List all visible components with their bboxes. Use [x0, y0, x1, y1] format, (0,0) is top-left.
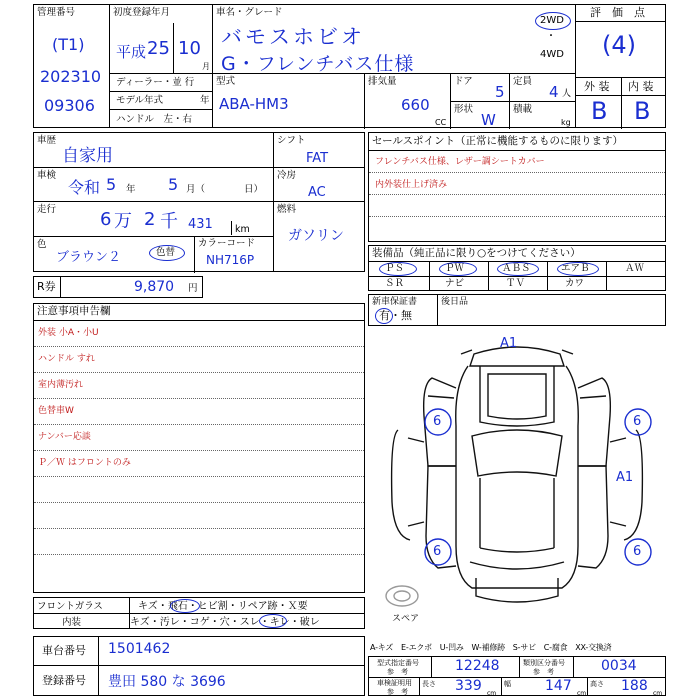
- type-cert-ref-label: 参 考: [387, 668, 408, 676]
- damage-legend: A-キズ E-エクボ U-凹み W-補修跡 S-サビ C-腐食 XX-交換済: [370, 643, 612, 652]
- sales-line-2: 内外装仕上げ済み: [375, 180, 448, 190]
- equip-pw: ＰＷ: [445, 263, 465, 274]
- month-unit: 月: [202, 62, 210, 71]
- notes-title: 注意事項申告欄: [37, 305, 111, 317]
- spare-label: スペア: [392, 614, 420, 624]
- front-glass-label: フロントガラス: [37, 601, 103, 612]
- sen-unit: 千: [160, 211, 178, 232]
- front-glass-items: キズ・飛石・ヒビ割・リペア跡・Ｘ要: [138, 601, 308, 612]
- first-reg-label: 初度登録年月: [113, 7, 171, 18]
- plate: 豊田 580 な 3696: [108, 674, 226, 690]
- recycle: 9,870: [134, 279, 175, 295]
- length: 339: [455, 678, 482, 694]
- shift-box: [273, 132, 365, 272]
- width: 147: [545, 678, 572, 694]
- model: ABA-HM3: [219, 95, 289, 113]
- equip-ps: ＰＳ: [385, 263, 405, 274]
- color-code: NH716P: [206, 253, 255, 267]
- equipment-title: 装備品（純正品に限り○をつけてください）: [372, 247, 581, 259]
- doors: 5: [495, 83, 505, 101]
- length-unit: cm: [487, 690, 497, 697]
- class-ref-label: 参 考: [533, 668, 554, 676]
- chassis-label: 車台番号: [42, 644, 86, 657]
- handle-label: ハンドル 左・右: [116, 114, 193, 125]
- first-reg-box: [109, 4, 213, 128]
- exterior-grade: B: [591, 97, 608, 125]
- aftermarket-label: 後日品: [441, 297, 469, 307]
- history-label: 車歴: [37, 135, 57, 146]
- capacity: 4: [549, 83, 559, 101]
- width-unit: cm: [577, 690, 587, 697]
- name-box: [212, 4, 576, 128]
- sales-line-1: フレンチバス仕様、レザー調シートカバー: [375, 157, 545, 167]
- kanri-box: [33, 4, 110, 128]
- eval-box: [575, 4, 666, 128]
- exterior-label: 外 装: [584, 80, 610, 93]
- details-box: [33, 132, 274, 272]
- grade: G・フレンチバス仕様: [221, 53, 415, 75]
- reg-era: 平成: [116, 43, 147, 61]
- interior-label: 内 装: [628, 80, 654, 93]
- mark-6-left-rear: 6: [433, 414, 442, 429]
- shift: FAT: [306, 151, 329, 166]
- chassis-box: [33, 636, 365, 696]
- note-line-1: 外装 小A・小U: [38, 328, 99, 338]
- color: ブラウン２: [56, 250, 122, 265]
- recycle-label: R券: [37, 280, 56, 293]
- reg-year: 25: [147, 38, 170, 59]
- front-glass-chip-circle: [170, 599, 200, 613]
- fuel: ガソリン: [288, 228, 344, 244]
- shape-label: 形状: [454, 104, 474, 115]
- insp-day-unit: 日）: [244, 184, 264, 195]
- kg-unit: kg: [561, 118, 571, 127]
- note-line-4: 色替車W: [38, 406, 74, 416]
- equip-sr: ＳＲ: [385, 278, 405, 289]
- interior-scuff-circle: [259, 614, 287, 628]
- cert-ref-label: 参 考: [387, 688, 408, 696]
- man-unit: 万: [114, 211, 132, 232]
- fuel-label: 燃料: [277, 204, 297, 215]
- name-label: 車名・グレード: [216, 7, 283, 18]
- width-label: 幅: [504, 680, 511, 688]
- doors-label: ドア: [454, 76, 473, 87]
- chassis: 1501462: [108, 641, 171, 657]
- car-name: バモスホビオ: [221, 25, 365, 49]
- warranty-value: 有・無: [379, 309, 412, 322]
- capacity-unit: 人: [562, 89, 572, 99]
- equip-tv: ＴＶ: [506, 278, 526, 289]
- km-unit: km: [235, 224, 250, 235]
- interior-cond-items: キズ・汚レ・コゲ・穴・スレ・キレ・破レ: [130, 617, 320, 628]
- mark-6-left-front: 6: [433, 544, 442, 559]
- class-value: 0034: [601, 658, 637, 674]
- length-label: 長さ: [422, 680, 436, 688]
- reg-month: 10: [178, 38, 201, 59]
- note-line-6: Ｐ／Ｗ はフロントのみ: [38, 458, 131, 468]
- equip-airbag: エアＢ: [561, 263, 590, 274]
- mark-6-right-front: 6: [633, 544, 642, 559]
- interior-grade: B: [634, 97, 651, 125]
- warranty-box: [368, 294, 666, 326]
- equip-aw: ＡＷ: [625, 263, 645, 274]
- shift-label: シフト: [277, 135, 306, 146]
- kanri-value-1: (T1): [52, 35, 85, 54]
- equipment-box: [368, 245, 666, 291]
- eval-score: (4): [602, 31, 636, 59]
- sales-title: セールスポイント（正常に機能するものに限ります）: [372, 135, 624, 147]
- class-label: 類別区分番号: [523, 659, 565, 667]
- drive-dot: ・: [546, 31, 556, 42]
- recycle-box: [33, 276, 203, 298]
- kanri-label: 管理番号: [37, 7, 76, 18]
- car-diagram: [368, 326, 666, 626]
- mileage-man: 6: [100, 209, 112, 230]
- note-line-3: 室内薄汚れ: [38, 380, 84, 390]
- mark-6-right-rear: 6: [633, 414, 642, 429]
- model-label: 型式: [216, 76, 236, 87]
- insp-year-unit: 年: [126, 184, 136, 195]
- kanri-value-2: 202310: [40, 67, 102, 86]
- inspection-label: 車検: [37, 170, 57, 181]
- type-cert: 12248: [455, 658, 500, 674]
- shape: W: [481, 111, 496, 129]
- cc-unit: CC: [435, 118, 447, 127]
- plate-label: 登録番号: [42, 674, 86, 687]
- spec-box: [368, 656, 666, 696]
- height-label: 高さ: [590, 680, 604, 688]
- note-line-5: ナンバー応談: [38, 432, 91, 442]
- mileage-sen: 2: [144, 209, 156, 230]
- equip-leather: カワ: [565, 278, 585, 289]
- equip-abs: ＡＢＳ: [502, 263, 531, 274]
- history: 自家用: [62, 146, 113, 166]
- mileage-label: 走行: [37, 204, 57, 215]
- insp-era: 令和: [68, 178, 101, 197]
- insp-year: 5: [106, 175, 117, 194]
- load-label: 積載: [513, 104, 533, 115]
- eval-label: 評 価 点: [590, 6, 645, 19]
- height: 188: [621, 678, 648, 694]
- drive-4wd: 4WD: [540, 49, 564, 60]
- mileage-rest: 431: [188, 217, 213, 232]
- color-change: 色替: [156, 247, 176, 258]
- displacement: 660: [401, 96, 430, 114]
- insp-month-unit: 月（: [186, 184, 206, 195]
- sales-box: [368, 132, 666, 242]
- dealer-label: ディーラー・並 行: [116, 77, 195, 88]
- model-year-label: モデル年式: [116, 95, 164, 106]
- year-unit: 年: [200, 95, 210, 106]
- cert-label: 車検証明用: [377, 679, 412, 687]
- warranty-label: 新車保証書: [372, 297, 418, 307]
- glass-box: [33, 597, 365, 629]
- note-line-2: ハンドル すれ: [38, 354, 95, 364]
- notes-box: [33, 303, 365, 593]
- yen-unit: 円: [188, 283, 198, 294]
- drive-2wd: 2WD: [540, 15, 564, 26]
- capacity-label: 定員: [513, 76, 533, 87]
- color-label: 色: [37, 239, 47, 250]
- displacement-label: 排気量: [368, 76, 397, 87]
- ac: AC: [308, 185, 326, 200]
- type-cert-label: 型式指定番号: [377, 659, 419, 667]
- height-unit: cm: [653, 690, 663, 697]
- mark-a1-right: A1: [616, 470, 634, 485]
- kanri-value-3: 09306: [44, 96, 95, 115]
- equip-navi: ナビ: [445, 278, 465, 289]
- color-code-label: カラーコード: [198, 238, 256, 249]
- mark-a1-top: A1: [500, 336, 518, 351]
- insp-month: 5: [168, 175, 179, 194]
- interior-cond-label: 内装: [62, 617, 82, 628]
- ac-label: 冷房: [277, 170, 297, 181]
